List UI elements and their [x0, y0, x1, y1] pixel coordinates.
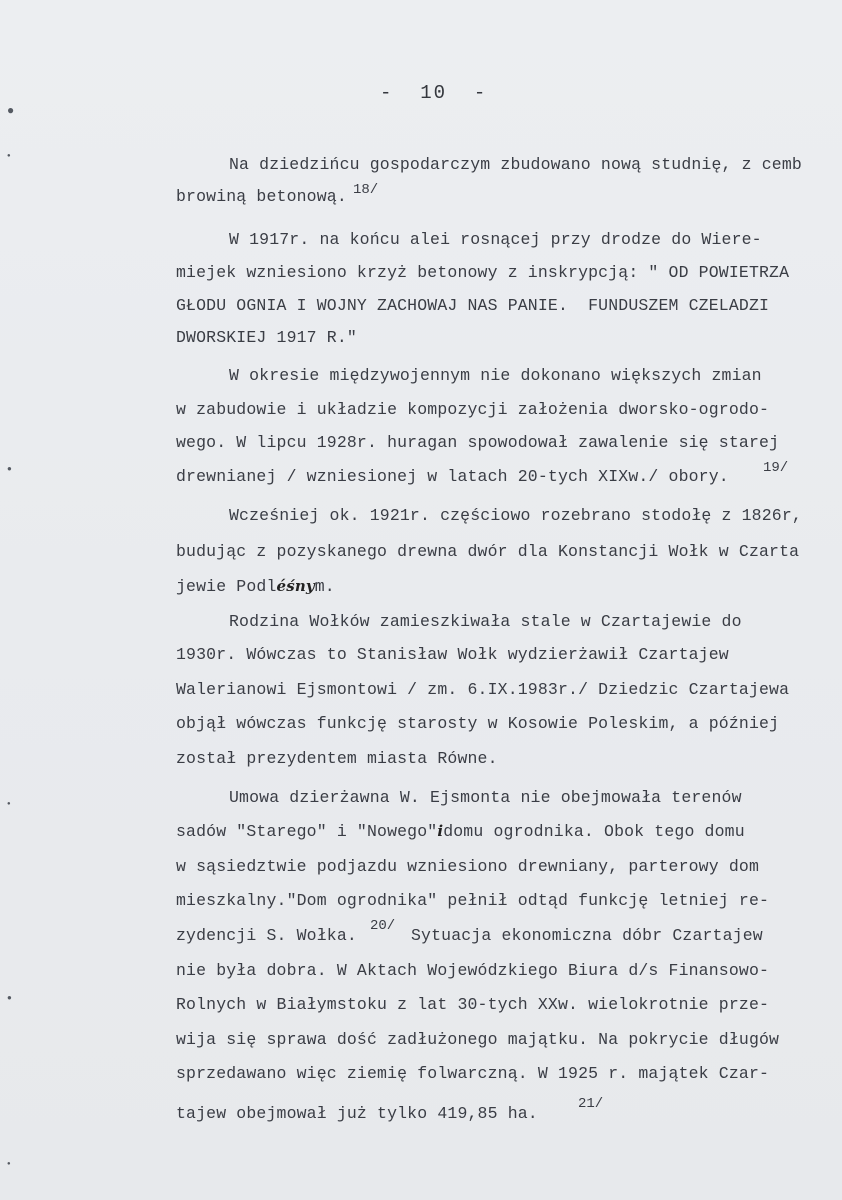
text-line-23-start: zydencji S. Wołka.	[176, 926, 357, 945]
text-line-24: nie była dobra. W Aktach Wojewódzkiego Biura d/s Finansowo-	[176, 961, 770, 980]
text-line-13-start: jewie Podl	[176, 577, 277, 596]
text-line-2: browiną betonową.	[176, 187, 347, 206]
text-line-18: został prezydentem miasta Równe.	[176, 749, 498, 768]
text-line-8: w zabudowie i układzie kompozycji założenia dworsko-ogrodo-	[176, 400, 770, 419]
text-line-6: DWORSKIEJ 1917 R."	[176, 328, 357, 347]
text-line-25: Rolnych w Białymstoku z lat 30-tych XXw. wielokrotnie prze-	[176, 995, 770, 1014]
text-line-16: Walerianowi Ejsmontowi / zm. 6.IX.1983r./ Dziedzic Czartajewa	[176, 680, 790, 699]
text-line-14: Rodzina Wołków zamieszkiwała stale w Czartajewie do	[229, 612, 742, 631]
footnote-18: 18/	[353, 182, 379, 198]
text-line-11: Wcześniej ok. 1921r. częściowo rozebrano stodołę z 1826r,	[229, 506, 802, 525]
text-line-4: miejek wzniesiono krzyż betonowy z inskrypcją: " OD POWIETRZA	[176, 263, 790, 282]
margin-mark: ●	[7, 800, 11, 807]
margin-mark: ●	[7, 152, 11, 159]
text-line-1: Na dziedzińcu gospodarczym zbudowano nową studnię, z cemb	[229, 155, 802, 174]
footnote-19: 19/	[763, 460, 789, 476]
text-line-5: GŁODU OGNIA I WOJNY ZACHOWAJ NAS PANIE. FUNDUSZEM CZELADZI	[176, 296, 770, 315]
text-line-12: budując z pozyskanego drewna dwór dla Konstancji Wołk w Czarta	[176, 542, 800, 561]
text-line-20	[176, 822, 745, 841]
text-line-3: W 1917r. na końcu alei rosnącej przy drodze do Wiere-	[229, 230, 762, 249]
text-line-10: drewnianej / wzniesionej w latach 20-tych XIXw./ obory.	[176, 467, 729, 486]
text-line-20-end: domu ogrodnika. Obok tego domu	[443, 822, 745, 841]
text-line-13	[176, 577, 335, 596]
text-line-22: mieszkalny."Dom ogrodnika" pełnił odtąd funkcję letniej re-	[176, 891, 770, 910]
text-line-23-end: Sytuacja ekonomiczna dóbr Czartajew	[411, 926, 763, 945]
margin-mark: ●	[7, 1160, 11, 1167]
text-line-9: wego. W lipcu 1928r. huragan spowodował zawalenie się starej	[176, 433, 780, 452]
margin-mark: ●	[7, 104, 15, 118]
footnote-20: 20/	[370, 918, 396, 934]
text-line-15: 1930r. Wówczas to Stanisław Wołk wydzierżawił Czartajew	[176, 645, 729, 664]
text-line-27: sprzedawano więc ziemię folwarczną. W 1925 r. majątek Czar-	[176, 1064, 770, 1083]
handwritten-comma: i	[437, 822, 444, 840]
margin-mark: ●	[7, 994, 12, 1003]
text-line-20-start: sadów "Starego" i "Nowego"	[176, 822, 438, 841]
margin-mark: ●	[7, 465, 12, 474]
text-line-28: tajew obejmował już tylko 419,85 ha.	[176, 1104, 538, 1123]
page-number: - 10 -	[380, 82, 488, 104]
text-line-21: w sąsiedztwie podjazdu wzniesiono drewniany, parterowy dom	[176, 857, 759, 876]
text-line-17: objął wówczas funkcję starosty w Kosowie Poleskim, a później	[176, 714, 780, 733]
text-line-13-end: m.	[314, 577, 335, 596]
handwritten-correction: éśny	[276, 577, 315, 595]
text-line-7: W okresie międzywojennym nie dokonano większych zmian	[229, 366, 762, 385]
text-line-19: Umowa dzierżawna W. Ejsmonta nie obejmowała terenów	[229, 788, 742, 807]
footnote-21: 21/	[578, 1096, 604, 1112]
text-line-26: wija się sprawa dość zadłużonego majątku. Na pokrycie długów	[176, 1030, 780, 1049]
